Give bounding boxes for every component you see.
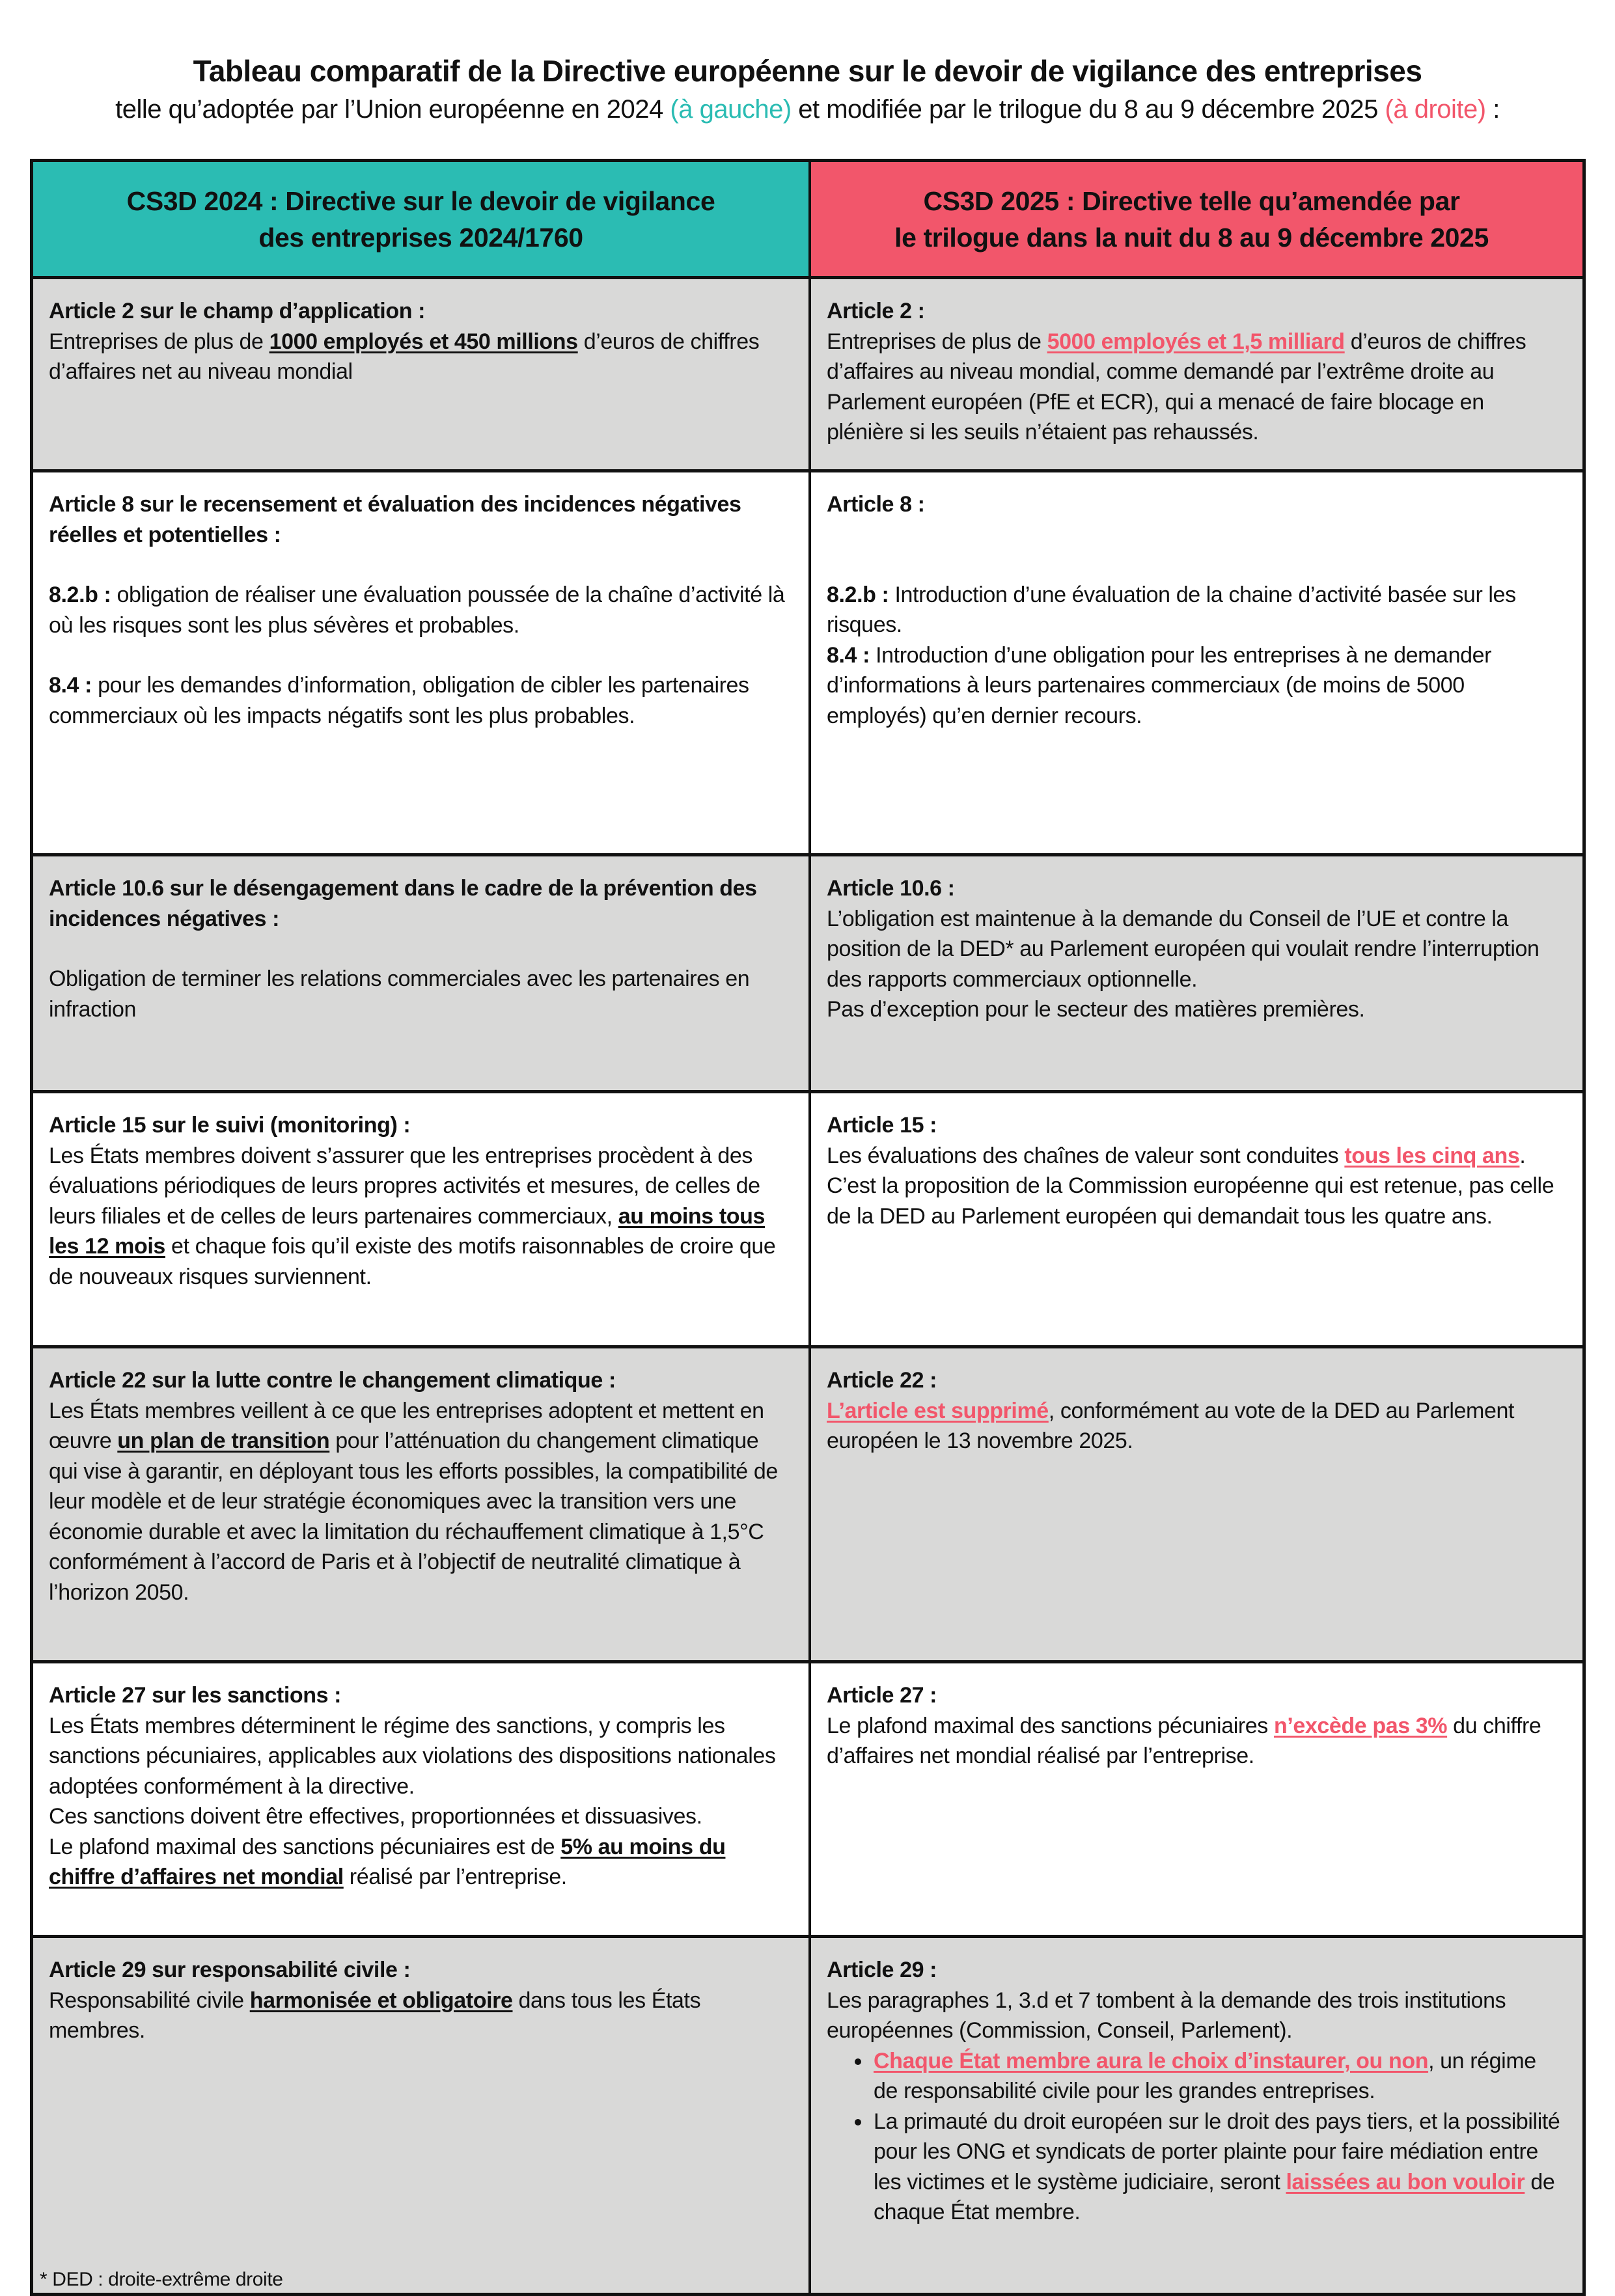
article-paragraph: 8.4 : pour les demandes d’information, obligation de cibler les partenaires commerciaux où les impacts négatifs sont les plus probables.	[49, 673, 749, 728]
table-cell-article-10-6-2024	[33, 853, 811, 1090]
article-heading: Article 10.6 :	[827, 876, 955, 901]
article-heading: Article 10.6 sur le désengagement dans le cadre de la prévention des incidences négatives :	[49, 876, 757, 931]
highlight: tous les cinq ans	[1344, 1143, 1520, 1168]
column-header-2024	[33, 162, 811, 276]
highlight: harmonisée et obligatoire	[249, 1988, 513, 2013]
subtitle-text: et modifiée par le trilogue du 8 au 9 décembre 2025	[791, 95, 1385, 124]
article-heading: Article 8 sur le recensement et évaluation des incidences négatives réelles et potentielles :	[49, 492, 741, 547]
highlight: au moins tous les 12 mois	[49, 1203, 765, 1259]
article-heading: Article 2 :	[827, 299, 925, 323]
article-heading: Article 29 :	[827, 1958, 937, 1982]
article-text: Ces sanctions doivent être effectives, proportionnées et dissuasives.	[49, 1804, 702, 1829]
table-cell-article-22-2024	[33, 1345, 811, 1660]
article-text: Les paragraphes 1, 3.d et 7 tombent à la demande des trois institutions européennes (Commission, Conseil, Parlement).	[827, 1988, 1506, 2043]
document-title: Tableau comparatif de la Directive européenne sur le devoir de vigilance des entreprises	[193, 54, 1422, 88]
article-text: Entreprises de plus de 1000 employés et 450 millions d’euros de chiffres d’affaires net au niveau mondial	[49, 329, 760, 384]
article-text: Les États membres déterminent le régime des sanctions, y compris les sanctions pécuniaires, applicables aux violations des dispositions nationales adoptées conformément à la directive.	[49, 1713, 776, 1799]
table-cell-article-15-2025	[811, 1090, 1582, 1345]
document-header	[0, 51, 1615, 128]
article-heading: Article 15 sur le suivi (monitoring) :	[49, 1113, 411, 1138]
article-paragraph: 8.4 : Introduction d’une obligation pour les entreprises à ne demander d’informations à leurs partenaires commerciaux (de moins de 5000 employés) qu’en dernier recours.	[827, 642, 1492, 728]
article-text: Les États membres doivent s’assurer que les entreprises procèdent à des évaluations périodiques de leurs propres activités et mesures, de celles de leurs filiales et de celles de leurs partenaires commerciaux, au moins tous les 12 mois et chaque fois qu’il existe des motifs raisonnables de croire que de nouveaux risques surviennent.	[49, 1143, 776, 1289]
subtitle-right-tag: (à droite)	[1385, 95, 1486, 124]
article-heading: Article 27 :	[827, 1683, 937, 1708]
article-paragraph: 8.2.b : obligation de réaliser une évaluation poussée de la chaîne d’activité là où les risques sont les plus sévères et probables.	[49, 582, 785, 638]
highlight: 5% au moins du chiffre d’affaires net mondial	[49, 1834, 726, 1889]
table-cell-article-29-2025	[811, 1935, 1582, 2293]
article-heading: Article 27 sur les sanctions :	[49, 1683, 342, 1708]
table-cell-article-29-2024	[33, 1935, 811, 2293]
article-text: Les évaluations des chaînes de valeur sont conduites tous les cinq ans. C’est la proposition de la Commission européenne qui est retenue, pas celle de la DED au Parlement européen qui demandait tous les quatre ans.	[827, 1143, 1554, 1229]
table-cell-article-8-2024	[33, 469, 811, 853]
document-subtitle	[0, 91, 1615, 128]
list-item: • Chaque État membre aura le choix d’instaurer, ou non, un régime de responsabilité civile pour les grandes entreprises.	[872, 2046, 1566, 2107]
subtitle-text: :	[1485, 95, 1500, 124]
table-cell-article-27-2024	[33, 1660, 811, 1935]
highlight: 1000 employés et 450 millions	[269, 329, 578, 354]
column-header-line: des entreprises 2024/1760	[258, 222, 583, 253]
column-header-line: CS3D 2024 : Directive sur le devoir de vigilance	[126, 185, 715, 216]
table-cell-article-22-2025	[811, 1345, 1582, 1660]
article-paragraph: 8.2.b : Introduction d’une évaluation de la chaine d’activité basée sur les risques.	[827, 582, 1516, 637]
table-cell-article-15-2024	[33, 1090, 811, 1345]
article-text: L’article est supprimé, conformément au vote de la DED au Parlement européen le 13 novembre 2025.	[827, 1398, 1515, 1453]
article-heading: Article 2 sur le champ d’application :	[49, 299, 426, 323]
article-heading: Article 22 :	[827, 1368, 937, 1393]
column-header-2025	[811, 162, 1582, 276]
article-heading: Article 29 sur responsabilité civile :	[49, 1958, 411, 1982]
table-cell-article-2-2024	[33, 276, 811, 469]
highlight: 5000 employés et 1,5 milliard	[1047, 329, 1345, 354]
article-text: Les États membres veillent à ce que les entreprises adoptent et mettent en œuvre un plan de transition pour l’atténuation du changement climatique qui vise à garantir, en déployant tous les efforts possibles, la compatibilité de leur modèle et de leur stratégie économiques avec la transition vers une économie durable et avec la limitation du réchauffement climatique à 1,5°C conformément à l’accord de Paris et à l’objectif de neutralité climatique à l’horizon 2050.	[49, 1398, 778, 1605]
highlight: Chaque État membre aura le choix d’instaurer, ou non	[874, 2048, 1429, 2073]
table-cell-article-10-6-2025	[811, 853, 1582, 1090]
highlight: n’excède pas 3%	[1273, 1713, 1448, 1738]
article-heading: Article 15 :	[827, 1113, 937, 1138]
subtitle-text: telle qu’adoptée par l’Union européenne en 2024	[115, 95, 670, 124]
article-text: Le plafond maximal des sanctions pécuniaires est de 5% au moins du chiffre d’affaires net mondial réalisé par l’entreprise.	[49, 1834, 726, 1889]
article-heading: Article 22 sur la lutte contre le changement climatique :	[49, 1368, 616, 1393]
column-header-line: CS3D 2025 : Directive telle qu’amendée par	[923, 185, 1460, 216]
highlight: L’article est supprimé	[827, 1398, 1049, 1423]
comparison-table	[30, 159, 1586, 2296]
column-header-line: le trilogue dans la nuit du 8 au 9 décembre 2025	[894, 222, 1489, 253]
highlight: laissées au bon vouloir	[1286, 2169, 1525, 2194]
article-text: Pas d’exception pour le secteur des matières premières.	[827, 997, 1365, 1022]
article-text: Entreprises de plus de 5000 employés et 1,5 milliard d’euros de chiffres d’affaires au niveau mondial, comme demandé par l’extrême droite au Parlement européen (PfE et ECR), qui a menacé de faire blocage en plénière si les seuils n’étaient pas rehaussés.	[827, 329, 1526, 444]
article-text: Le plafond maximal des sanctions pécuniaires n’excède pas 3% du chiffre d’affaires net mondial réalisé par l’entreprise.	[827, 1713, 1541, 1768]
table-cell-article-2-2025	[811, 276, 1582, 469]
table-cell-article-27-2025	[811, 1660, 1582, 1935]
article-text: Obligation de terminer les relations commerciales avec les partenaires en infraction	[49, 966, 750, 1022]
list-item: • La primauté du droit européen sur le droit des pays tiers, et la possibilité pour les ONG et syndicats de porter plainte pour faire médiation entre les victimes et le système judiciaire, seront laissées au bon vouloir de chaque État membre.	[872, 2107, 1566, 2228]
subtitle-left-tag: (à gauche)	[670, 95, 792, 124]
article-text: Responsabilité civile harmonisée et obligatoire dans tous les États membres.	[49, 1988, 701, 2043]
footnote: * DED : droite-extrême droite	[40, 2269, 283, 2290]
article-heading: Article 8 :	[827, 492, 925, 517]
highlight: un plan de transition	[117, 1428, 330, 1453]
article-text: L’obligation est maintenue à la demande du Conseil de l’UE et contre la position de la DED* au Parlement européen qui voulait rendre l’interruption des rapports commerciaux optionnelle.	[827, 906, 1539, 992]
table-cell-article-8-2025	[811, 469, 1582, 853]
bullet-list	[827, 2046, 1566, 2228]
